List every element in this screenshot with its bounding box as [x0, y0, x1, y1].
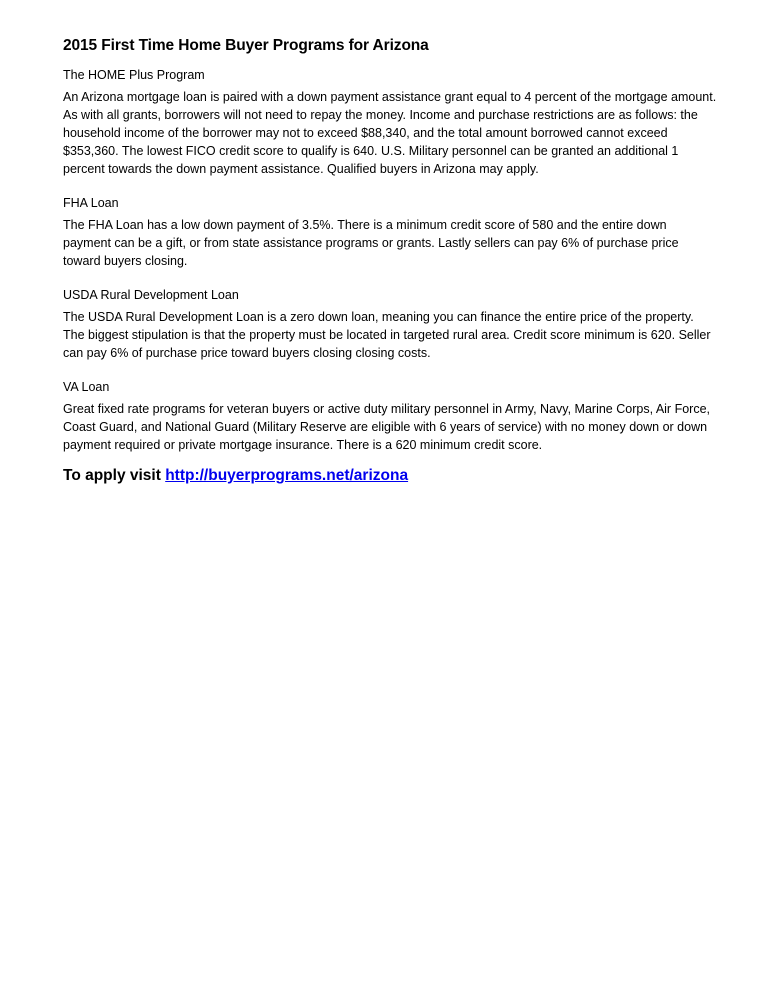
document-title: 2015 First Time Home Buyer Programs for Arizona — [63, 37, 429, 54]
apply-prefix: To apply visit — [63, 467, 166, 484]
apply-link[interactable]: http://buyerprograms.net/arizona — [165, 467, 409, 484]
section-fha-loan — [63, 194, 717, 270]
section-heading-fha-loan: FHA Loan — [63, 196, 119, 210]
section-body-home-plus: An Arizona mortgage loan is paired with a down payment assistance grant equal to 4 percent of the mortgage amount. As with all grants, borrowers will not need to repay the money. Income and purchase restrictions are as follows: the household income of the borrower may not to exceed $88,340, and the total amount borrowed cannot exceed $353,360. The lowest FICO credit score to qualify is 640. U.S. Military personnel can be granted an additional 1 percent towards the down payment assistance. Qualified buyers in Arizona may apply. — [63, 90, 717, 176]
section-heading-usda-loan: USDA Rural Development Loan — [63, 288, 239, 302]
section-home-plus — [63, 66, 717, 178]
document-page — [63, 36, 717, 486]
section-usda-loan — [63, 286, 717, 362]
section-heading-home-plus: The HOME Plus Program — [63, 68, 205, 82]
section-body-fha-loan: The FHA Loan has a low down payment of 3.5%. There is a minimum credit score of 580 and the entire down payment can be a gift, or from state assistance programs or grants. Lastly sellers can pay 6% of purchase price toward buyers closing. — [63, 218, 679, 268]
section-body-usda-loan: The USDA Rural Development Loan is a zero down loan, meaning you can finance the entire price of the property. The biggest stipulation is that the property must be located in targeted rural area. Credit score minimum is 620. Seller can pay 6% of purchase price toward buyers closing closing costs. — [63, 310, 711, 360]
section-va-loan — [63, 378, 717, 454]
section-body-va-loan: Great fixed rate programs for veteran buyers or active duty military personnel in Army, Navy, Marine Corps, Air Force, Coast Guard, and National Guard (Military Reserve are eligible with 6 years of service) with no money down or down payment required or private mortgage insurance. There is a 620 minimum credit score. — [63, 402, 710, 452]
apply-line — [63, 466, 717, 486]
section-heading-va-loan: VA Loan — [63, 380, 110, 394]
